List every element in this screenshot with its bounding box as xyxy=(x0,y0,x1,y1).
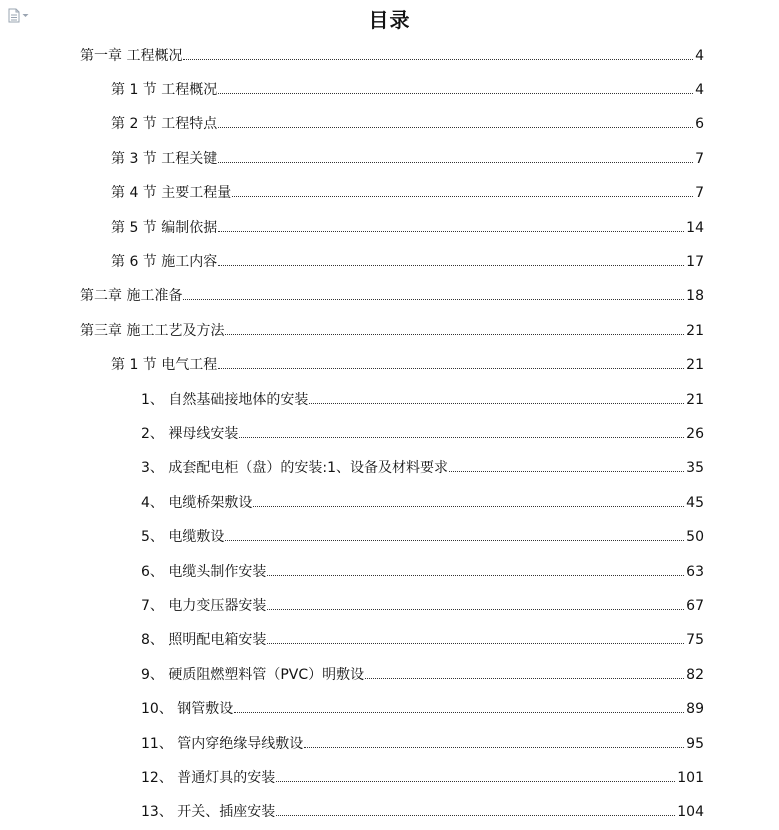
toc-page-number: 75 xyxy=(686,632,704,649)
toc-entry[interactable] xyxy=(0,245,779,279)
toc-entry[interactable] xyxy=(0,39,779,73)
toc-dot-leader xyxy=(253,506,684,507)
toc-entry[interactable] xyxy=(0,177,779,211)
toc-page-number: 26 xyxy=(686,425,704,442)
toc-entry-label: 第 2 节 工程特点 xyxy=(111,116,218,133)
toc-dot-leader xyxy=(218,368,684,369)
toc-entry[interactable] xyxy=(0,108,779,142)
toc-entry-label: 2、 裸母线安装 xyxy=(141,425,239,442)
toc-dot-leader xyxy=(267,575,684,576)
toc-entry[interactable] xyxy=(0,314,779,348)
toc-page-number: 101 xyxy=(677,769,704,786)
toc-entry[interactable] xyxy=(0,383,779,417)
toc-entry-label: 13、 开关、插座安装 xyxy=(141,804,276,821)
toc-entry-label: 第一章 工程概况 xyxy=(80,47,183,64)
toc-entry-label: 3、 成套配电柜（盘）的安装:1、设备及材料要求 xyxy=(141,460,448,477)
toc-dot-leader xyxy=(225,540,684,541)
toc-dot-leader xyxy=(309,403,684,404)
toc-entry-label: 11、 管内穿绝缘导线敷设 xyxy=(141,735,304,752)
toc-entry[interactable] xyxy=(0,452,779,486)
toc-entry[interactable] xyxy=(0,520,779,554)
toc-entry[interactable] xyxy=(0,796,779,830)
toc-dot-leader xyxy=(218,93,693,94)
toc-entry[interactable] xyxy=(0,658,779,692)
toc-entry[interactable] xyxy=(0,589,779,623)
toc-entry-label: 6、 电缆头制作安装 xyxy=(141,563,267,580)
toc-entry[interactable] xyxy=(0,727,779,761)
toc-entry-label: 10、 钢管敷设 xyxy=(141,701,234,718)
toc-entry-label: 9、 硬质阻燃塑料管（PVC）明敷设 xyxy=(141,666,365,683)
toc-entry-label: 12、 普通灯具的安装 xyxy=(141,769,276,786)
toc-page-number: 82 xyxy=(686,666,704,683)
toc-dot-leader xyxy=(232,196,693,197)
toc-page-number: 95 xyxy=(686,735,704,752)
page-title: 目录 xyxy=(368,8,411,32)
toc-dot-leader xyxy=(304,747,684,748)
toc-entry[interactable] xyxy=(0,692,779,726)
toc-page-number: 104 xyxy=(677,804,704,821)
toc-page-number: 7 xyxy=(695,150,704,167)
toc-dot-leader xyxy=(183,59,693,60)
toc-page-number: 7 xyxy=(695,185,704,202)
toc-dot-leader xyxy=(267,609,684,610)
toc-page-number: 50 xyxy=(686,529,704,546)
toc-dot-leader xyxy=(218,162,693,163)
toc-page-number: 4 xyxy=(695,82,704,99)
toc-entry-label: 第三章 施工工艺及方法 xyxy=(80,322,225,339)
toc-dot-leader xyxy=(225,334,684,335)
toc-page-number: 21 xyxy=(686,322,704,339)
toc-dot-leader xyxy=(365,678,684,679)
toc-entry-label: 第 4 节 主要工程量 xyxy=(111,185,232,202)
toc-entry-label: 第 1 节 电气工程 xyxy=(111,357,218,374)
toc-dot-leader xyxy=(449,471,684,472)
toc-dot-leader xyxy=(218,231,684,232)
toc-entry-label: 第 1 节 工程概况 xyxy=(111,82,218,99)
toc-entry-label: 第 5 节 编制依据 xyxy=(111,219,218,236)
toc-page-number: 17 xyxy=(686,254,704,271)
toc-entry[interactable] xyxy=(0,555,779,589)
toc-entry[interactable] xyxy=(0,417,779,451)
toc-page-number: 18 xyxy=(686,288,704,305)
toc-dot-leader xyxy=(267,643,684,644)
toc-page-number: 21 xyxy=(686,357,704,374)
toc-entry[interactable] xyxy=(0,142,779,176)
toc-page-number: 35 xyxy=(686,460,704,477)
toc-page-number: 63 xyxy=(686,563,704,580)
toc-entry[interactable] xyxy=(0,73,779,107)
toc-dot-leader xyxy=(234,712,684,713)
toc-dot-leader xyxy=(276,781,675,782)
toc-dot-leader xyxy=(276,815,675,816)
toc-dot-leader xyxy=(183,299,684,300)
toc-entry[interactable] xyxy=(0,211,779,245)
toc-entry-label: 1、 自然基础接地体的安装 xyxy=(141,391,309,408)
toc-entry-label: 第二章 施工准备 xyxy=(80,288,183,305)
toc-page-number: 14 xyxy=(686,219,704,236)
toc-page-number: 6 xyxy=(695,116,704,133)
toc-entry[interactable] xyxy=(0,280,779,314)
toc-entry-label: 第 6 节 施工内容 xyxy=(111,254,218,271)
toc-page-number: 89 xyxy=(686,701,704,718)
toc-dot-leader xyxy=(218,265,684,266)
table-of-contents xyxy=(0,39,779,830)
toc-dot-leader xyxy=(239,437,684,438)
toc-entry[interactable] xyxy=(0,349,779,383)
toc-entry-label: 5、 电缆敷设 xyxy=(141,529,225,546)
toc-entry[interactable] xyxy=(0,486,779,520)
toc-entry-label: 4、 电缆桥架敷设 xyxy=(141,494,253,511)
toc-entry-label: 第 3 节 工程关键 xyxy=(111,150,218,167)
toc-entry-label: 7、 电力变压器安装 xyxy=(141,597,267,614)
toc-page-number: 67 xyxy=(686,597,704,614)
toc-entry[interactable] xyxy=(0,624,779,658)
toc-page-number: 21 xyxy=(686,391,704,408)
toc-entry[interactable] xyxy=(0,761,779,795)
toc-entry-label: 8、 照明配电箱安装 xyxy=(141,632,267,649)
toc-dot-leader xyxy=(218,127,693,128)
toc-page-number: 45 xyxy=(686,494,704,511)
toc-page-number: 4 xyxy=(695,47,704,64)
